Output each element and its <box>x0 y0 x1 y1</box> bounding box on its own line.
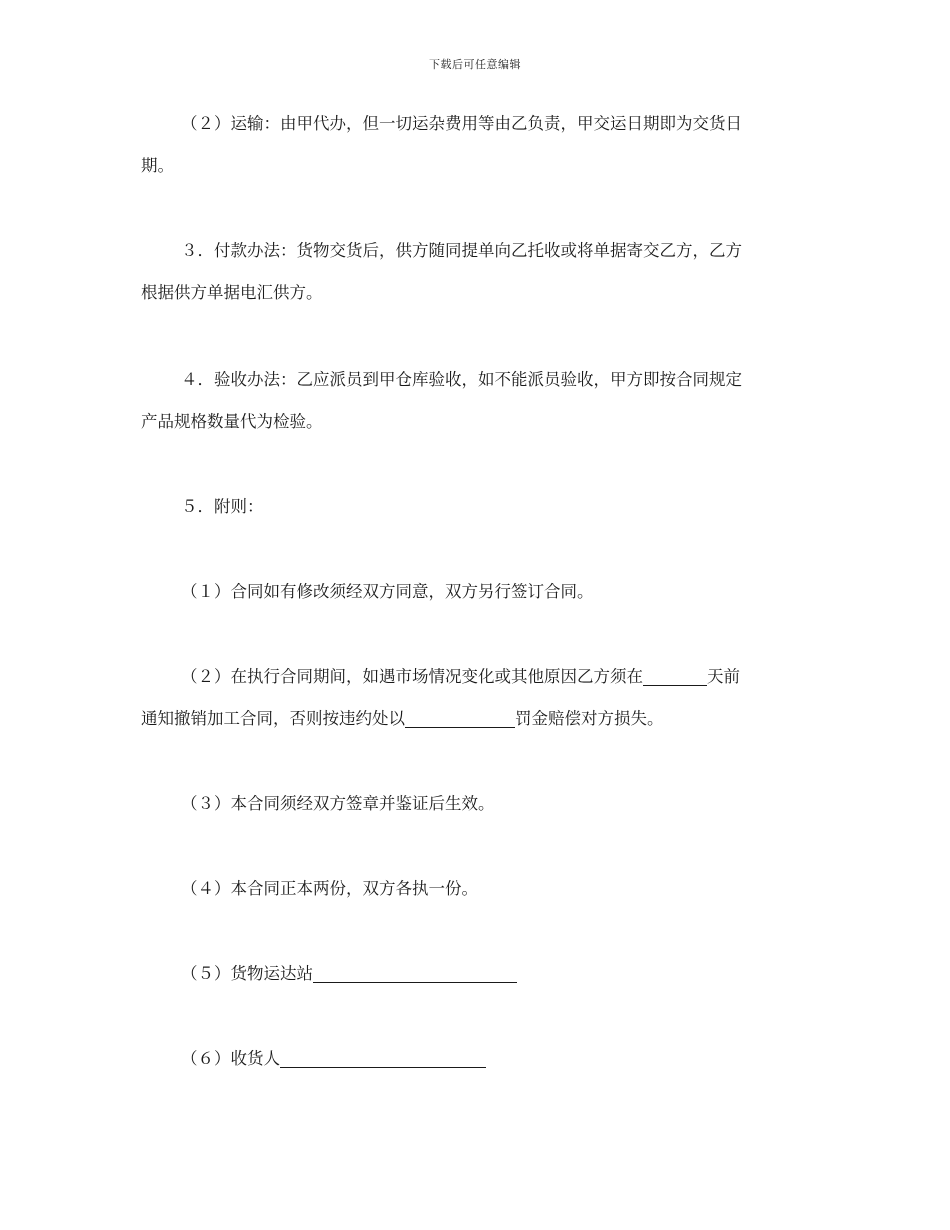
clause-line <box>141 698 816 740</box>
paragraph-line: ３．付款办法：货物交货后，供方随同提单向乙托收或将单据寄交乙方，乙方 <box>181 241 742 260</box>
clause-text: 天前 <box>707 667 740 686</box>
consignee-blank-field[interactable] <box>280 1047 486 1068</box>
paragraph-line: ４．验收办法：乙应派员到甲仓库验收，如不能派员验收，甲方即按合同规定 <box>181 370 742 389</box>
section-title: ５．附则： <box>181 497 264 516</box>
clause-text: （３）本合同须经双方签章并鉴证后生效。 <box>181 794 495 813</box>
paragraph-line: （２）运输：由甲代办，但一切运杂费用等由乙负责，甲交运日期即为交货日 <box>181 114 742 133</box>
clause-text: （２）在执行合同期间，如遇市场情况变化或其他原因乙方须在 <box>181 667 643 686</box>
paragraph-line: 产品规格数量代为检验。 <box>141 412 323 431</box>
clause-line <box>141 656 816 698</box>
clause-text: （６）收货人 <box>181 1049 280 1068</box>
clause-text: （５）货物运达站 <box>181 964 313 983</box>
paragraph-payment <box>141 230 816 314</box>
clause-1 <box>141 571 816 613</box>
clause-text: 罚金赔偿对方损失。 <box>515 709 664 728</box>
clause-6 <box>141 1038 816 1080</box>
paragraph-line: 根据供方单据电汇供方。 <box>141 283 323 302</box>
clause-3 <box>141 783 816 825</box>
clause-text: 通知撤销加工合同，否则按违约处以 <box>141 709 405 728</box>
clause-line <box>141 1038 816 1080</box>
paragraph-appendix-title <box>141 486 816 528</box>
clause-2 <box>141 656 816 740</box>
paragraph-line: 期。 <box>141 156 174 175</box>
destination-station-blank-field[interactable] <box>313 962 517 983</box>
clause-5 <box>141 953 816 995</box>
clause-text: （４）本合同正本两份，双方各执一份。 <box>181 879 478 898</box>
page-header: 下载后可任意编辑 <box>429 58 521 71</box>
clause-text: （１）合同如有修改须经双方同意，双方另行签订合同。 <box>181 582 594 601</box>
penalty-blank-field[interactable] <box>405 707 515 728</box>
paragraph-inspection <box>141 359 816 443</box>
paragraph-transport <box>141 103 816 187</box>
clause-4 <box>141 868 816 910</box>
days-blank-field[interactable] <box>643 665 707 686</box>
clause-line <box>141 953 816 995</box>
